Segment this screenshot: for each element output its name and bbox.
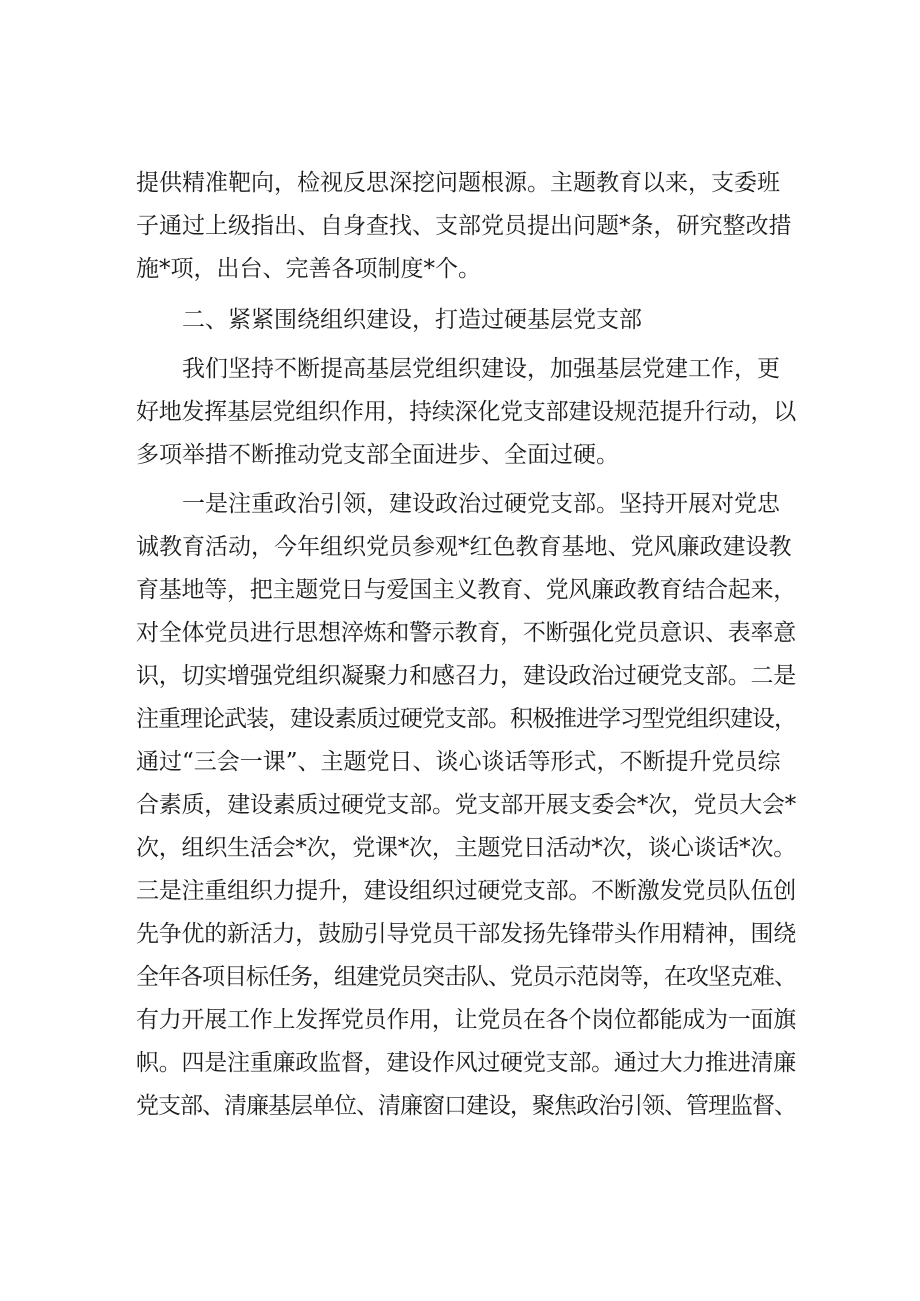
text-line: 党支部、清廉基层单位、清廉窗口建设，聚焦政治引领、管理监督、: [136, 1093, 796, 1119]
text-line: 注重理论武装，建设素质过硬党支部。积极推进学习型党组织建设，: [136, 706, 796, 732]
text-line: 对全体党员进行思想淬炼和警示教育，不断强化党员意识、表率意: [136, 620, 796, 646]
text-line: 施*项，出台、完善各项制度*个。: [136, 256, 481, 282]
text-line: 育基地等，把主题党日与爱国主义教育、党风廉政教育结合起来，: [136, 577, 796, 603]
text-line: 提供精准靶向，检视反思深挖问题根源。主题教育以来，支委班: [136, 170, 780, 196]
text-line: 三是注重组织力提升，建设组织过硬党支部。不断激发党员队伍创: [136, 878, 796, 904]
section-heading: 二、紧紧围绕组织建设，打造过硬基层党支部: [182, 307, 642, 333]
text-line: 好地发挥基层党组织作用，持续深化党支部建设规范提升行动，以: [136, 399, 796, 425]
text-line: 识，切实增强党组织凝聚力和感召力，建设政治过硬党支部。二是: [136, 663, 796, 689]
text-line: 合素质，建设素质过硬党支部。党支部开展支委会*次，党员大会*: [136, 792, 797, 818]
text-line: 诚教育活动，今年组织党员参观*红色教育基地、党风廉政建设教: [136, 534, 792, 560]
text-line: 先争优的新活力，鼓励引导党员干部发扬先锋带头作用精神，围绕: [136, 921, 796, 947]
text-line: 我们坚持不断提高基层党组织建设，加强基层党建工作，更: [182, 356, 780, 382]
text-line: 一是注重政治引领，建设政治过硬党支部。坚持开展对党忠: [182, 491, 780, 517]
text-line: 全年各项目标任务，组建党员突击队、党员示范岗等，在攻坚克难、: [136, 964, 796, 990]
text-line: 子通过上级指出、自身查找、支部党员提出问题*条，研究整改措: [136, 213, 792, 239]
text-line: 通过“三会一课”、主题党日、谈心谈话等形式，不断提升党员综: [136, 749, 781, 775]
text-line: 次，组织生活会*次，党课*次，主题党日活动*次，谈心谈话*次。: [136, 835, 797, 861]
text-line: 有力开展工作上发挥党员作用，让党员在各个岗位都能成为一面旗: [136, 1007, 796, 1033]
text-line: 帜。四是注重廉政监督，建设作风过硬党支部。通过大力推进清廉: [136, 1050, 796, 1076]
text-line: 多项举措不断推动党支部全面进步、全面过硬。: [136, 442, 619, 468]
